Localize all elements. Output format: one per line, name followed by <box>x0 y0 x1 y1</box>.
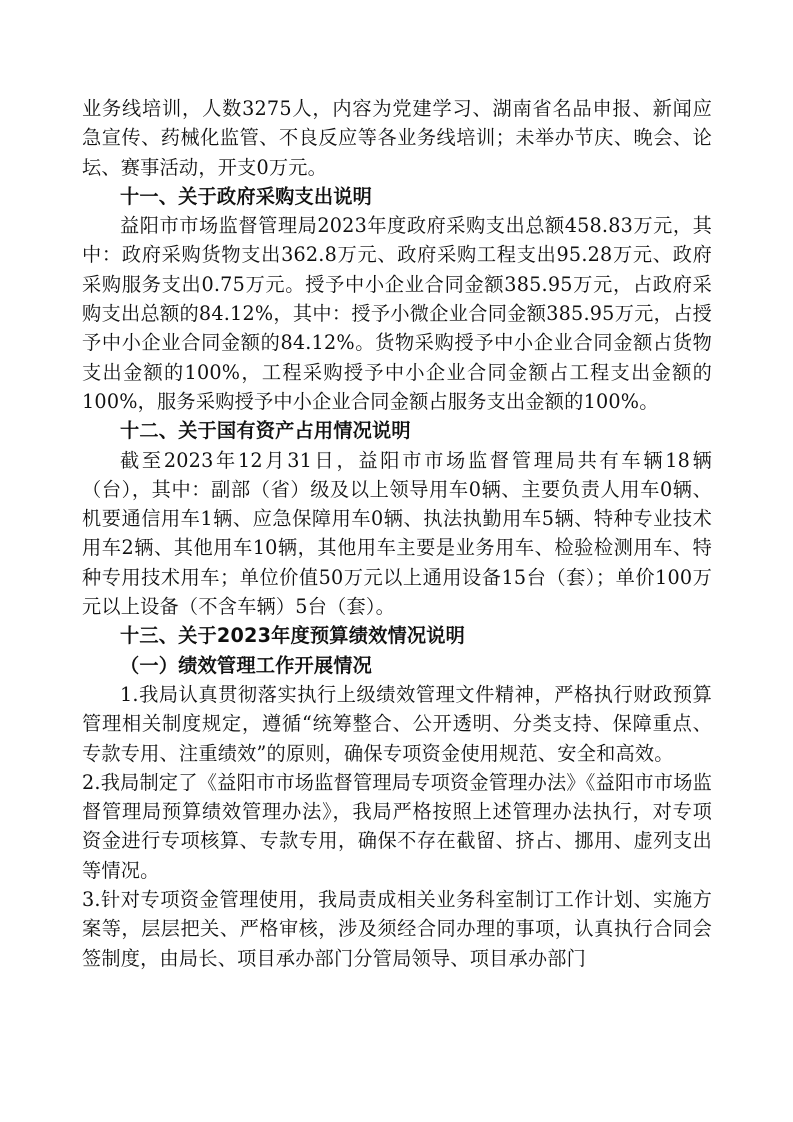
continuation-paragraph: 业务线培训，人数3275人，内容为党建学习、湖南省名品申报、新闻应急宣传、药械化监管、不良反应等各业务线培训；未举办节庆、晚会、论坛、赛事活动，开支0万元。 <box>82 97 712 179</box>
section-13-heading: 十三、关于2023年度预算绩效情况说明 <box>120 624 466 648</box>
section-11-heading: 十一、关于政府采购支出说明 <box>120 184 373 208</box>
section-12-heading: 十二、关于国有资产占用情况说明 <box>120 419 411 443</box>
section-13-subheading: （一）绩效管理工作开展情况 <box>120 653 373 677</box>
document-body <box>82 94 712 973</box>
section-12-paragraph: 截至2023年12月31日，益阳市市场监督管理局共有车辆18辆（台），其中：副部（省）级及以上领导用车0辆、主要负责人用车0辆、机要通信用车1辆、应急保障用车0辆、执法执勤用车5辆、特种专业技术用车2辆、其他用车10辆，其他用车主要是业务用车、检验检测用车、特种专用技术用车；单位价值50万元以上通用设备15台（套）；单价100万元以上设备（不含车辆）5台（套）。 <box>82 448 712 619</box>
section-11-paragraph: 益阳市市场监督管理局2023年度政府采购支出总额458.83万元，其中：政府采购货物支出362.8万元、政府采购工程支出95.28万元、政府采购服务支出0.75万元。授予中小企业合同金额385.95万元，占政府采购支出总额的84.12%，其中：授予小微企业合同金额385.95万元，占授予中小企业合同金额的84.12%。货物采购授予中小企业合同金额占货物支出金额的100%，工程采购授予中小企业合同金额占工程支出金额的100%，服务采购授予中小企业合同金额占服务支出金额的100%。 <box>82 214 712 413</box>
list-item-1: 1.我局认真贯彻落实执行上级绩效管理文件精神，严格执行财政预算管理相关制度规定，遵循“统筹整合、公开透明、分类支持、保障重点、专款专用、注重绩效”的原则，确保专项资金使用规范、安全和高效。 <box>82 682 712 765</box>
list-item-2: 2.我局制定了《益阳市市场监督管理局专项资金管理办法》《益阳市市场监督管理局预算绩效管理办法》，我局严格按照上述管理办法执行，对专项资金进行专项核算、专款专用，确保不存在截留、挤占、挪用、虚列支出等情况。 <box>82 770 712 882</box>
list-item-3: 3.针对专项资金管理使用，我局责成相关业务科室制订工作计划、实施方案等，层层把关、严格审核，涉及须经合同办理的事项，认真执行合同会签制度，由局长、项目承办部门分管局领导、项目承办部门 <box>82 888 712 970</box>
